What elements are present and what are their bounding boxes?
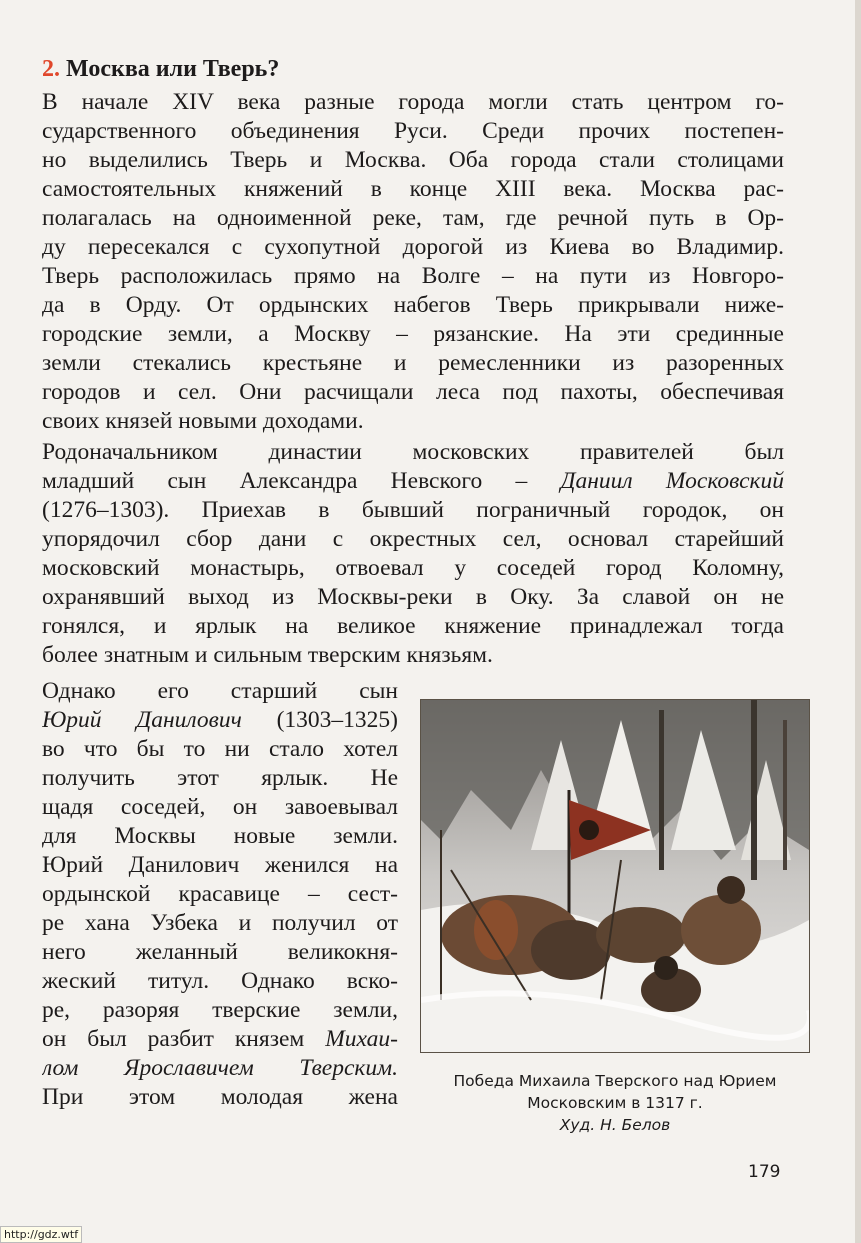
text-line: В начале XIV века разные города могли стать центром го- — [42, 89, 784, 115]
text-line: земли стекались крестьяне и ремесленники из разоренных — [42, 350, 784, 376]
paragraph-2 — [42, 438, 784, 670]
text-line: во что бы то ни стало хотел — [42, 736, 398, 762]
text-line: него желанный великокня- — [42, 939, 398, 965]
caption-line: Московским в 1317 г. — [527, 1094, 703, 1112]
text-line — [42, 467, 784, 496]
text-line: московский монастырь, отвоевал у соседей город Коломну, — [42, 555, 784, 581]
text-line: получить этот ярлык. Не — [42, 765, 398, 791]
text-line: упорядочил сбор дани с окрестных сел, основал старейший — [42, 526, 784, 552]
text-line: для Москвы новые земли. — [42, 823, 398, 849]
page-edge — [855, 0, 861, 1243]
text-line: Тверь расположилась прямо на Волге – на пути из Новгоро- — [42, 263, 784, 289]
person-name: лом Ярославичем Тверским. — [42, 1055, 398, 1081]
text-line: более знатным и сильным тверским князьям. — [42, 642, 493, 668]
text-line: но выделились Тверь и Москва. Оба города стали столицами — [42, 147, 784, 173]
text-line: Однако его старший сын — [42, 678, 398, 704]
text-line: При этом молодая жена — [42, 1084, 398, 1110]
paragraph-1 — [42, 88, 784, 436]
text-fragment: он был разбит князем — [42, 1026, 326, 1052]
text-line: городские земли, а Москву – рязанские. На эти срединные — [42, 321, 784, 347]
text-line — [42, 1025, 398, 1054]
text-line: да в Орду. От ордынских набегов Тверь прикрывали ниже- — [42, 292, 784, 318]
watermark-link[interactable]: http://gdz.wtf — [0, 1226, 82, 1243]
text-line: городов и сел. Они расчищали леса под пахоты, обеспечивая — [42, 379, 784, 405]
text-line: ре хана Узбека и получил от — [42, 910, 398, 936]
section-heading — [42, 56, 279, 83]
paragraph-3 — [42, 677, 398, 1112]
painting-illustration — [420, 699, 810, 1053]
text-line: ордынской красавице – сест- — [42, 881, 398, 907]
text-line: жеский титул. Однако вско- — [42, 968, 398, 994]
text-line: сударственного объединения Руси. Среди прочих постепен- — [42, 118, 784, 144]
caption-author: Худ. Н. Белов — [559, 1116, 671, 1134]
text-line — [42, 706, 398, 735]
text-line: самостоятельных княжений в конце XIII века. Москва рас- — [42, 176, 784, 202]
person-name: Даниил Московский — [560, 468, 784, 494]
caption-line: Победа Михаила Тверского над Юрием — [453, 1072, 777, 1090]
page-number: 179 — [748, 1162, 781, 1182]
person-name: Михаи- — [325, 1026, 398, 1052]
text-line: ре, разоряя тверские земли, — [42, 997, 398, 1023]
figure-caption — [420, 1070, 810, 1136]
text-line: щадя соседей, он завоевывал — [42, 794, 398, 820]
section-number: 2. — [42, 56, 60, 82]
section-title: Москва или Тверь? — [66, 56, 280, 82]
text-line: своих князей новыми доходами. — [42, 408, 364, 434]
text-line: ду пересекался с сухопутной дорогой из Киева во Владимир. — [42, 234, 784, 260]
person-name: Юрий Данилович — [42, 707, 242, 733]
text-line: Родоначальником династии московских правителей был — [42, 439, 784, 465]
text-fragment: младший сын Александра Невского – — [42, 468, 561, 494]
text-line: (1276–1303). Приехав в бывший пограничный городок, он — [42, 497, 784, 523]
text-line: Юрий Данилович женился на — [42, 852, 398, 878]
text-line — [42, 1054, 398, 1083]
text-line: гонялся, и ярлык на великое княжение принадлежал тогда — [42, 613, 784, 639]
text-line: полагалась на одноименной реке, там, где речной путь в Ор- — [42, 205, 784, 231]
text-line: охранявший выход из Москвы-реки в Оку. За славой он не — [42, 584, 784, 610]
text-fragment: (1303–1325) — [241, 707, 398, 733]
battle-painting-image — [421, 700, 809, 1052]
